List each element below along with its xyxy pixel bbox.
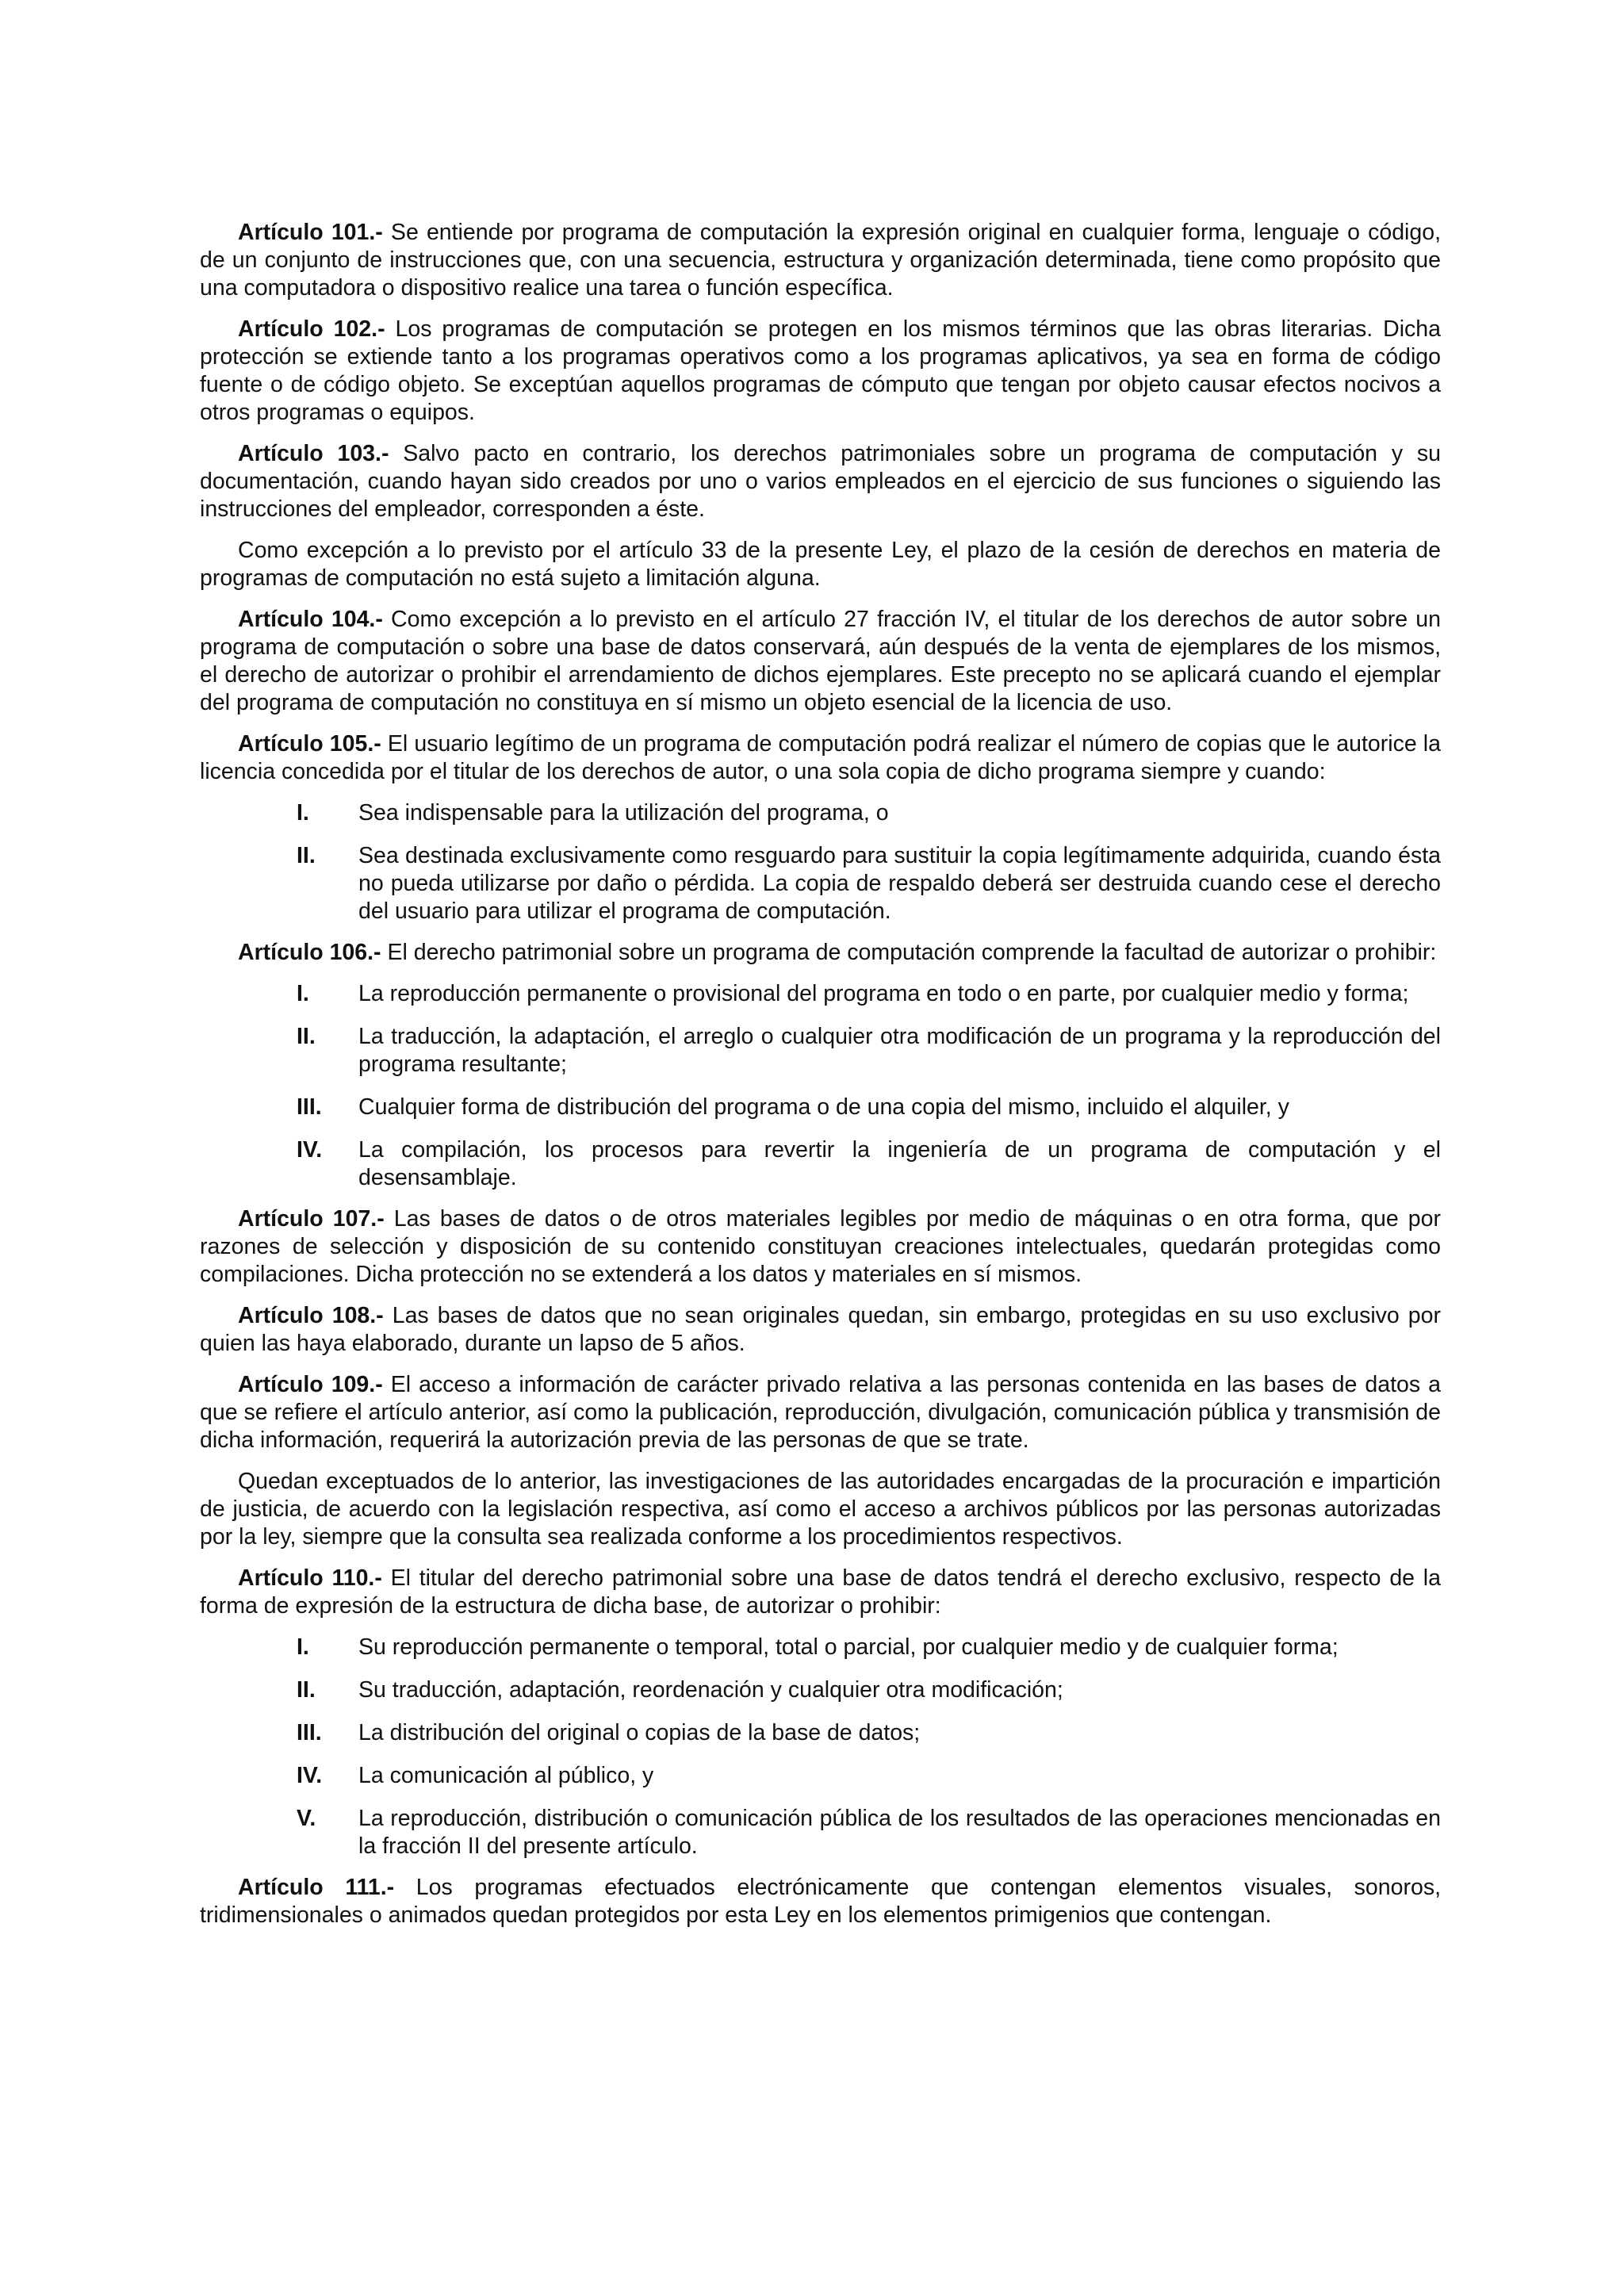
list-item-number: III. [297,1720,322,1745]
paragraph-text: Los programas de computación se protegen en los mismos términos que las obras literarias. Dicha protección se extiende tanto a los programas operativos como a los programas aplicativos, ya sea en forma de código fuente o de código objeto. Se exceptúan aquellos programas de cómputo que tengan por objeto causar efectos nocivos a otros programas o equipos. [200,316,1442,425]
paragraph-text: Se entiende por programa de computación la expresión original en cualquier forma, lenguaje o código, de un conjunto de instrucciones que, con una secuencia, estructura y organización determinada, tiene como propósito que una computadora o dispositivo realice una tarea o función específica. [200,220,1441,301]
list-item [200,1094,1441,1121]
paragraph-text: El titular del derecho patrimonial sobre una base de datos tendrá el derecho exclusivo, respecto de la forma de expresión de la estructura de dicha base, de autorizar o prohibir: [200,1565,1441,1619]
list-item [200,1676,1441,1704]
article-label: Artículo 102.- [238,316,385,342]
paragraph-text: El derecho patrimonial sobre un programa de computación comprende la facultad de autorizar o prohibir: [381,940,1437,965]
article-label: Artículo 104.- [238,607,383,632]
article-label: Artículo 103.- [238,441,389,466]
article-paragraph [200,1874,1441,1929]
list-item-number: II. [297,843,316,868]
article-label: Artículo 111.- [238,1875,395,1900]
paragraph-text: Salvo pacto en contrario, los derechos patrimoniales sobre un programa de computación y su documentación, cuando hayan sido creados por uno o varios empleados en el ejercicio de sus funciones o siguiendo las instrucciones del empleador, corresponden a éste. [200,441,1441,522]
article-label: Artículo 105.- [238,731,381,757]
paragraph-text: El usuario legítimo de un programa de computación podrá realizar el número de copias que le autorice la licencia concedida por el titular de los derechos de autor, o una sola copia de dicho programa siempre y cuando: [200,731,1441,784]
list-item-text: La compilación, los procesos para revertir la ingeniería de un programa de computación y el desensamblaje. [358,1137,1441,1190]
list-item [200,980,1441,1008]
list-item-number: III. [297,1094,322,1120]
list-item-text: La comunicación al público, y [358,1763,654,1788]
article-label: Artículo 108.- [238,1303,384,1328]
paragraph-text: Los programas efectuados electrónicamente que contengan elementos visuales, sonoros, tridimensionales o animados quedan protegidos por esta Ley en los elementos primigenios que contengan. [200,1875,1441,1928]
list-item-text: Su reproducción permanente o temporal, total o parcial, por cualquier medio y de cualquier forma; [358,1634,1339,1660]
list-item-text: La reproducción, distribución o comunicación pública de los resultados de las operaciones mencionadas en la fracción II del presente artículo. [358,1806,1441,1859]
paragraph [200,537,1441,592]
list-item-number: I. [297,800,309,826]
list-item-number: V. [297,1806,316,1831]
list-item-text: La reproducción permanente o provisional del programa en todo o en parte, por cualquier medio y forma; [358,981,1409,1006]
list-item [200,842,1441,925]
article-paragraph [200,316,1441,427]
list-item-number: IV. [297,1137,323,1163]
list-item-number: II. [297,1677,316,1703]
list-item [200,1719,1441,1747]
list-item-text: Cualquier forma de distribución del programa o de una copia del mismo, incluido el alquiler, y [358,1094,1289,1120]
fraction-list [200,980,1441,1192]
article-label: Artículo 101.- [238,220,383,245]
list-item [200,1805,1441,1860]
list-item [200,799,1441,827]
article-paragraph [200,1302,1441,1358]
article-label: Artículo 110.- [238,1565,382,1591]
article-paragraph [200,219,1441,302]
paragraph [200,1468,1441,1551]
list-item-text: La traducción, la adaptación, el arreglo o cualquier otra modificación de un programa y la reproducción del programa resultante; [358,1024,1441,1077]
article-paragraph [200,1565,1441,1620]
paragraph-text: Las bases de datos o de otros materiales legibles por medio de máquinas o en otra forma, que por razones de selección y disposición de su contenido constituyan creaciones intelectuales, quedarán protegidas como compilaciones. Dicha protección no se extenderá a los datos y materiales en sí mismos. [200,1206,1442,1287]
list-item-text: Sea destinada exclusivamente como resguardo para sustituir la copia legítimamente adquirida, cuando ésta no pueda utilizarse por daño o pérdida. La copia de respaldo deberá ser destruida cuando cese el derecho del usuario para utilizar el programa de computación. [358,843,1441,924]
list-item [200,1136,1441,1192]
list-item [200,1762,1441,1790]
paragraph-text: Como excepción a lo previsto por el artículo 33 de la presente Ley, el plazo de la cesión de derechos en materia de programas de computación no está sujeto a limitación alguna. [200,538,1441,591]
list-item-number: IV. [297,1763,323,1788]
article-label: Artículo 109.- [238,1372,383,1397]
article-paragraph [200,939,1441,967]
document-body [200,219,1441,1943]
list-item-text: Sea indispensable para la utilización del programa, o [358,800,889,826]
list-item-number: II. [297,1024,316,1049]
article-paragraph [200,1205,1441,1289]
list-item-number: I. [297,981,309,1006]
article-paragraph [200,606,1441,717]
list-item-text: La distribución del original o copias de la base de datos; [358,1720,921,1745]
paragraph-text: Las bases de datos que no sean originales quedan, sin embargo, protegidas en su uso exclusivo por quien las haya elaborado, durante un lapso de 5 años. [200,1303,1442,1356]
paragraph-text: Quedan exceptuados de lo anterior, las investigaciones de las autoridades encargadas de la procuración e impartición de justicia, de acuerdo con la legislación respectiva, así como el acceso a archivos públicos por las personas autorizadas por la ley, siempre que la consulta sea realizada conforme a los procedimientos respectivos. [200,1469,1441,1550]
article-paragraph [200,440,1441,523]
article-paragraph [200,730,1441,786]
list-item-text: Su traducción, adaptación, reordenación y cualquier otra modificación; [358,1677,1063,1703]
paragraph-text: El acceso a información de carácter privado relativa a las personas contenida en las bases de datos a que se refiere el artículo anterior, así como la publicación, reproducción, divulgación, comunicación pública y transmisión de dicha información, requerirá la autorización previa de las personas de que se trate. [200,1372,1442,1453]
list-item [200,1023,1441,1079]
article-paragraph [200,1371,1441,1454]
list-item-number: I. [297,1634,309,1660]
fraction-list [200,799,1441,925]
paragraph-text: Como excepción a lo previsto en el artículo 27 fracción IV, el titular de los derechos de autor sobre un programa de computación o sobre una base de datos conservará, aún después de la venta de ejemplares de los mismos, el derecho de autorizar o prohibir el arrendamiento de dichos ejemplares. Este precepto no se aplicará cuando el ejemplar del programa de computación no constituya en sí mismo un objeto esencial de la licencia de uso. [200,607,1442,715]
article-label: Artículo 107.- [238,1206,385,1232]
list-item [200,1634,1441,1661]
article-label: Artículo 106.- [238,940,381,965]
fraction-list [200,1634,1441,1860]
